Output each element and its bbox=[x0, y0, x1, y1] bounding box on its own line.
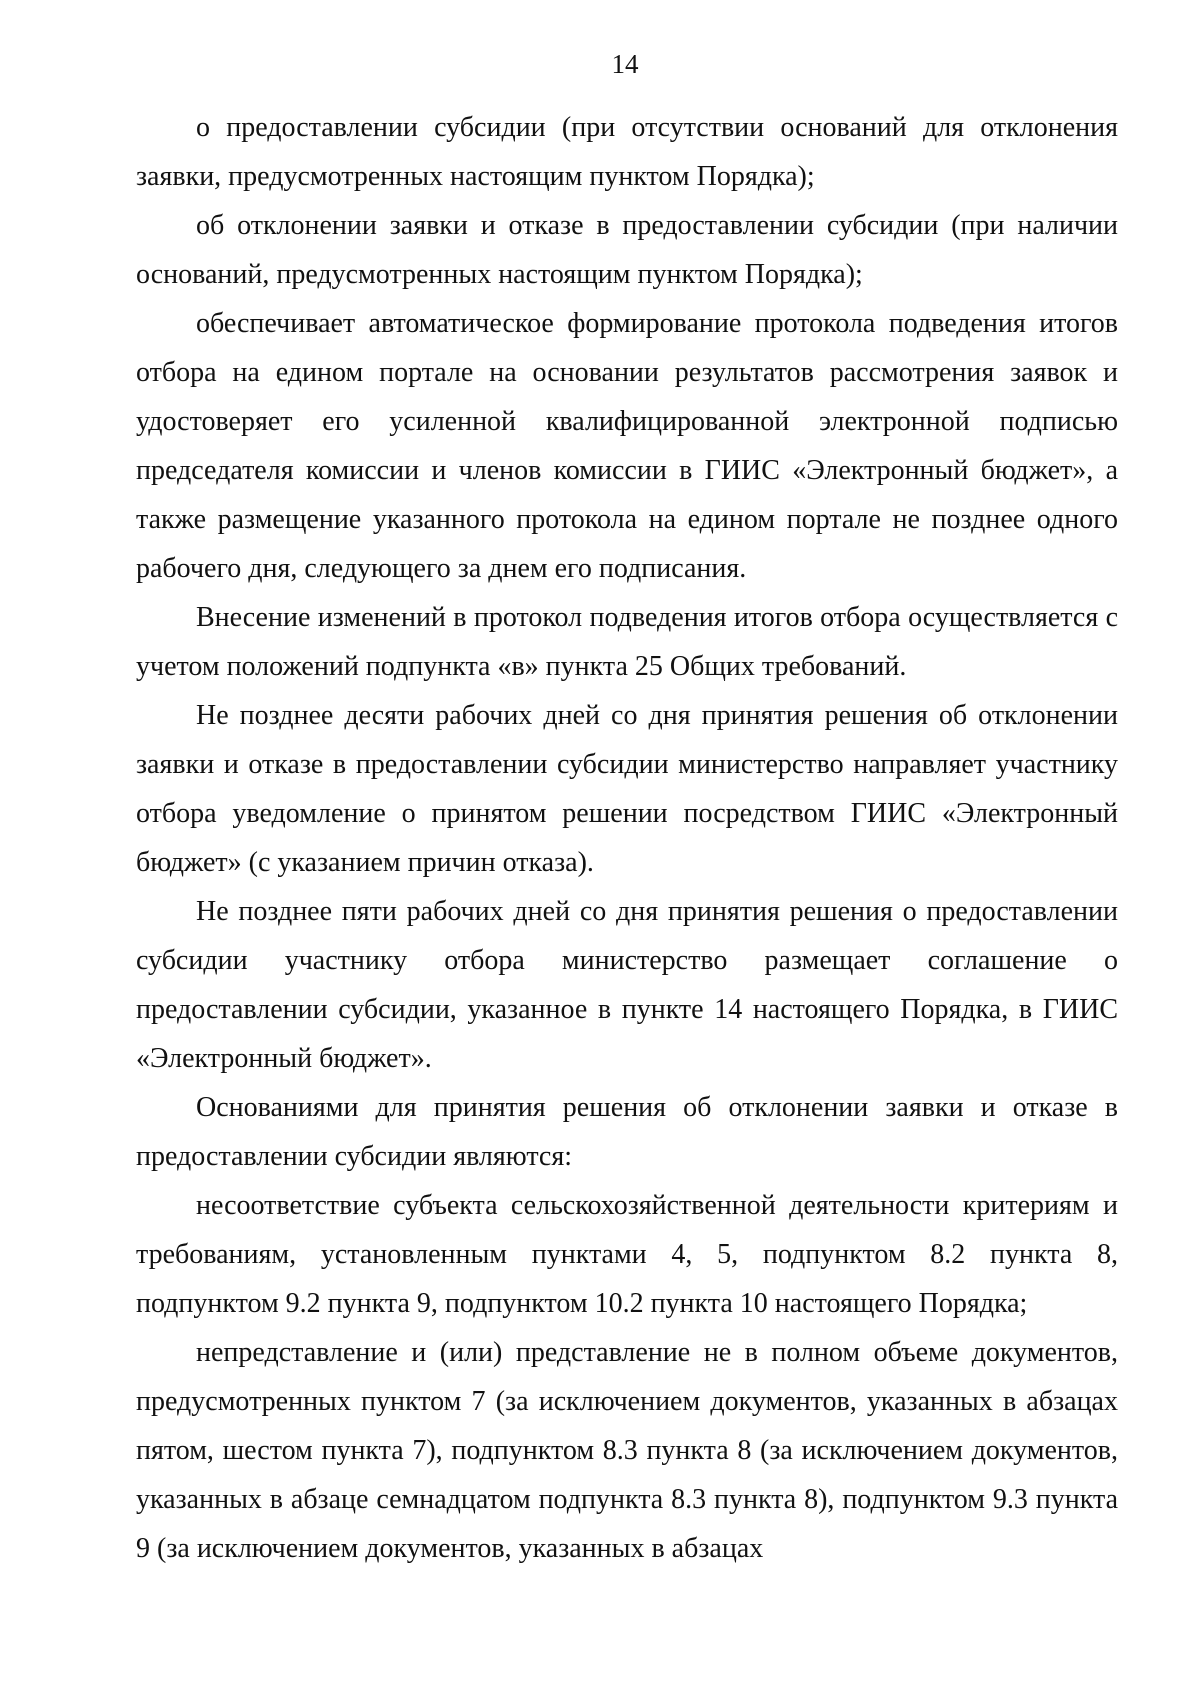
paragraph-4: Внесение изменений в протокол подведения итогов отбора осуществляется с учетом положений подпункта «в» пункта 25 Общих требований. bbox=[136, 602, 1118, 682]
paragraph-6: Не позднее пяти рабочих дней со дня принятия решения о предоставлении субсидии участнику отбора министерство размещает соглашение о предоставлении субсидии, указанное в пункте 14 настоящего Порядка, в ГИИС «Электронный бюджет». bbox=[136, 896, 1118, 1074]
paragraph-5: Не позднее десяти рабочих дней со дня принятия решения об отклонении заявки и отказе в предоставлении субсидии министерство направляет участнику отбора уведомление о принятом решении посредством ГИИС «Электронный бюджет» (с указанием причин отказа). bbox=[136, 700, 1118, 878]
paragraph-9: непредставление и (или) представление не в полном объеме документов, предусмотренных пунктом 7 (за исключением документов, указанных в абзацах пятом, шестом пункта 7), подпунктом 8.3 пункта 8 (за исключением документов, указанных в абзаце семнадцатом подпункта 8.3 пункта 8), подпунктом 9.3 пункта 9 (за исключением документов, указанных в абзацах bbox=[136, 1337, 1118, 1564]
document-body bbox=[136, 103, 1118, 1573]
paragraph-3: обеспечивает автоматическое формирование протокола подведения итогов отбора на едином портале на основании результатов рассмотрения заявок и удостоверяет его усиленной квалифицированной электронной подписью председателя комиссии и членов комиссии в ГИИС «Электронный бюджет», а также размещение указанного протокола на едином портале не позднее одного рабочего дня, следующего за днем его подписания. bbox=[136, 308, 1118, 584]
paragraph-7: Основаниями для принятия решения об отклонении заявки и отказе в предоставлении субсидии являются: bbox=[136, 1092, 1118, 1172]
paragraph-1: о предоставлении субсидии (при отсутствии оснований для отклонения заявки, предусмотренных настоящим пунктом Порядка); bbox=[136, 112, 1118, 192]
paragraph-2: об отклонении заявки и отказе в предоставлении субсидии (при наличии оснований, предусмотренных настоящим пунктом Порядка); bbox=[136, 210, 1118, 290]
paragraph-8: несоответствие субъекта сельскохозяйственной деятельности критериям и требованиям, установленным пунктами 4, 5, подпунктом 8.2 пункта 8, подпунктом 9.2 пункта 9, подпунктом 10.2 пункта 10 настоящего Порядка; bbox=[136, 1190, 1118, 1319]
page-number: 14 bbox=[611, 49, 639, 79]
